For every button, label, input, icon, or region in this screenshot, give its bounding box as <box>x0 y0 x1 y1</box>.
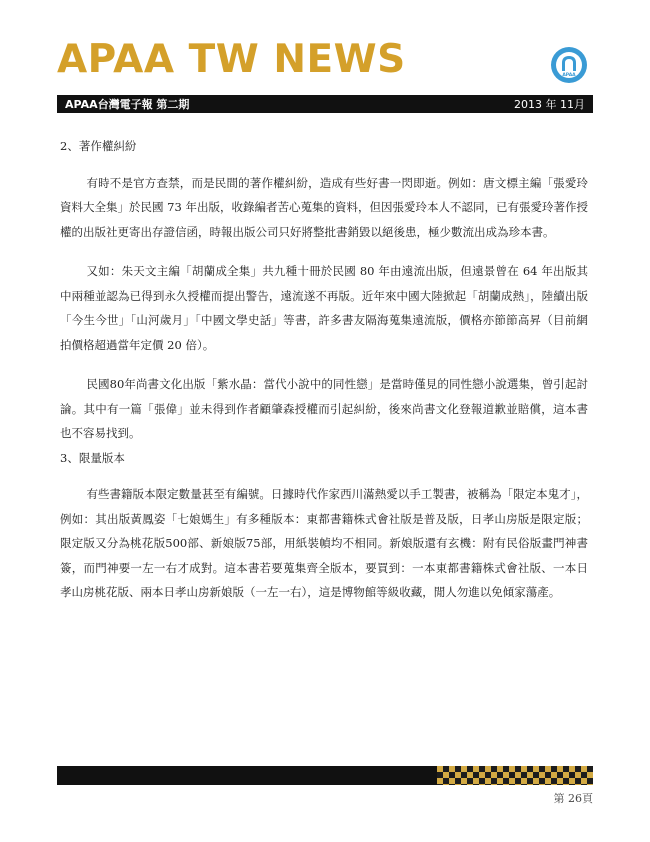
footer-checker-pattern <box>437 766 593 785</box>
page-number: 第 26頁 <box>553 792 593 805</box>
issue-label: APAA台灣電子報 第二期 <box>65 98 190 111</box>
issue-date: 2013 年 11月 <box>514 98 585 111</box>
apaa-logo-icon <box>549 45 589 85</box>
article-body <box>60 134 588 605</box>
apaa-logo-text: APAA <box>562 73 576 78</box>
header-bar <box>57 95 593 113</box>
footer-black-band <box>57 766 437 785</box>
paragraph-1: 有時不是官方查禁，而是民間的著作權糾紛，造成有些好書一閃即逝。例如：唐文標主編「張愛玲資料大全集」於民國 73 年出版，收錄編者苦心蒐集的資料，但因張愛玲本人不認同，已有張愛玲著作授權的出版社更寄出存證信函，時報出版公司只好將整批書銷毀以絕後患，極少數流出成為珍本書。 <box>60 175 588 239</box>
section-3-heading: 3、限量版本 <box>60 450 125 465</box>
footer-bar <box>57 766 593 785</box>
section-2-heading: 2、著作權糾紛 <box>60 139 137 153</box>
masthead-title: APAA TW NEWS <box>57 37 406 82</box>
paragraph-2: 又如：朱天文主編「胡蘭成全集」共九種十冊於民國 80 年由遠流出版，但遠景曾在 64 年出版其中兩種並認為已得到永久授權而提出警告，遠流遂不再版。近年來中國大陸掀起「胡蘭成熱」，陸續出版「今生今世」「山河歲月」「中國文學史話」等書，許多書友隔海蒐集遠流版，價格亦節節高昇（目前網拍價格超過當年定價 20 倍）。 <box>60 264 588 352</box>
paragraph-3: 民國80年尚書文化出版「紫水晶：當代小說中的同性戀」是當時僅見的同性戀小說選集，曾引起討論。其中有一篇「張偉」並未得到作者顧肇森授權而引起糾紛，後來尚書文化登報道歉並賠償，這本書也不容易找到。 <box>60 377 588 440</box>
paragraph-4: 有些書籍版本限定數量甚至有編號。日據時代作家西川滿熱愛以手工製書，被稱為「限定本鬼才」，例如：其出版黃鳳姿「七娘媽生」有多種版本：東都書籍株式會社版是普及版，日孝山房版是限定版；限定版又分為桃花版500部、新娘版75部，用紙裝幀均不相同。新娘版還有玄機：附有民俗版畫門神書簽，而門神要一左一右才成對。這本書若要蒐集齊全版本，要買到：一本東都書籍株式會社版、一本日孝山房桃花版、兩本日孝山房新娘版（一左一右），這是博物館等級收藏，閒人勿進以免傾家蕩產。 <box>60 487 588 599</box>
